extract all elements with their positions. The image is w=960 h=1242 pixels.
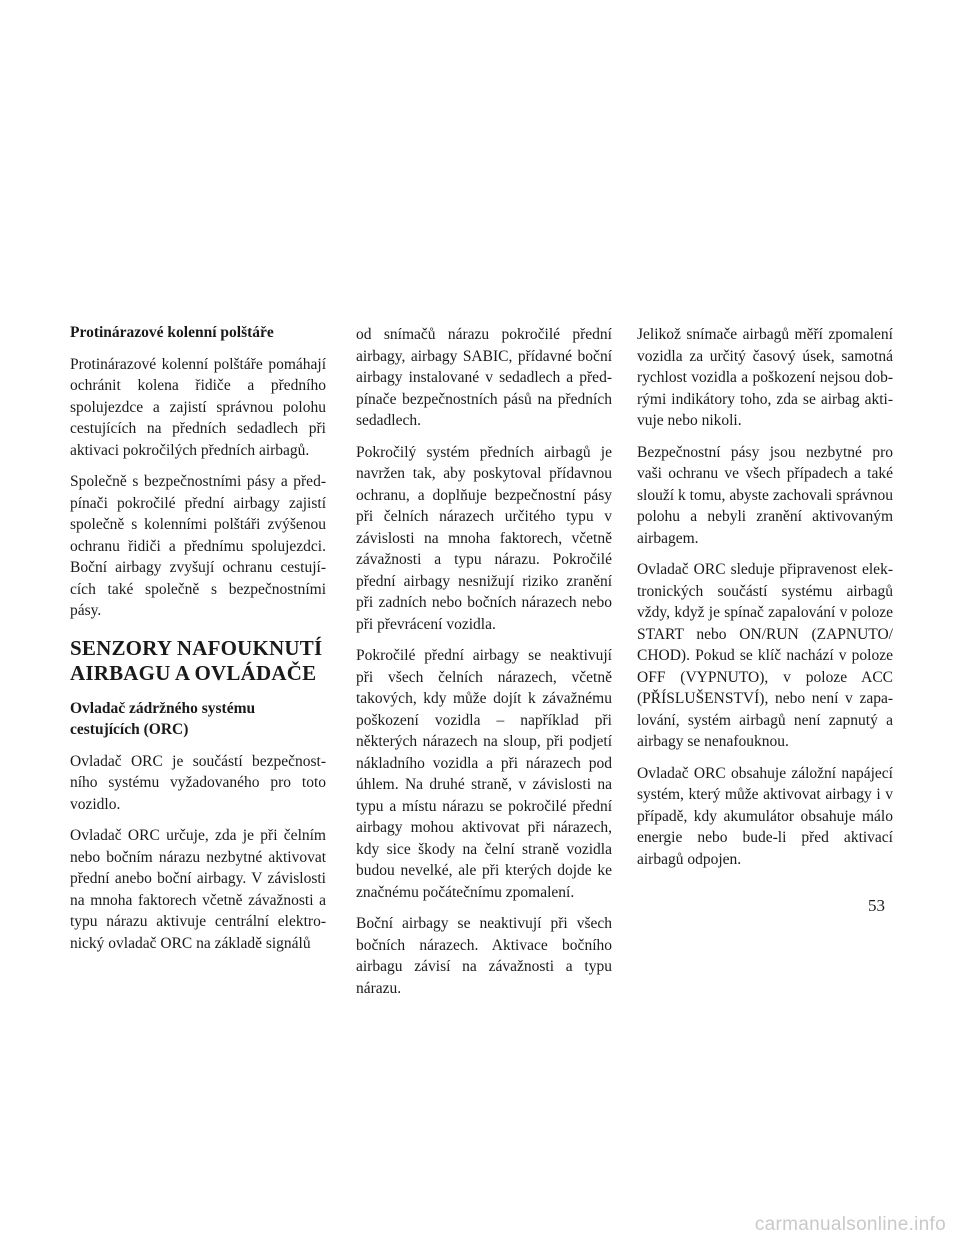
- paragraph: Pokročilý systém předních airbagů je navržen tak, aby poskytoval přídavnou ochranu, a doplňuje bezpečnostní pásy při čelních nárazech určitého typu v závislosti na mnoha faktorech, včetně závažnosti a typu nárazu. Pokročilé přední airbagy nesnižují riziko zranění při zadních nebo bočních nárazech nebo při převrácení vozidla.: [356, 443, 612, 633]
- paragraph: Ovladač ORC určuje, zda je při čelním nebo bočním nárazu nezbytné aktivovat přední anebo boční airbagy. V závislosti na mnoha faktorech včetně závažnosti a typu nárazu aktivuje centrální elektronický ovladač ORC na základě signálů: [70, 827, 326, 952]
- orc-heading-line: Ovladač zádržného systému: [70, 699, 256, 717]
- paragraph: Pokročilé přední airbagy se neaktivují při všech čelních nárazech, včetně takových, kdy může dojít k závažnému poškození vozidla – například při některých nárazech na sloup, při podjetí nákladního vozidla a při nárazech pod úhlem. Na druhé straně, v závislosti na typu a místu nárazu se pokročilé přední airbagy mohou aktivovat při nárazech, kdy sice škody na čelní straně vozidla budou nevelké, ale při kterých dojde ke značnému počátečnímu zpomalení.: [356, 647, 612, 901]
- paragraph: Bezpečnostní pásy jsou nezbytné pro vaši ochranu ve všech případech a také slouží k tomu, abyste zachovali správnou polohu a nebyli zranění aktivovaným airbagem.: [637, 443, 893, 547]
- paragraph: Ovladač ORC sleduje připravenost elektronických součástí systému airbagů vždy, když je spínač zapalování v poloze START nebo ON/RUN (ZAPNUTO/ CHOD). Pokud se klíč nachází v poloze OFF (VYPNUTO), v poloze ACC (PŘÍSLUŠENSTVÍ), nebo není v zapalování, systém airbagů není zapnutý a airbagy se nenafouknou.: [637, 561, 893, 750]
- paragraph: Společně s bezpečnostními pásy a předpínači pokročilé přední airbagy zajistí společně s kolenními polštáři zvýšenou ochranu řidiči a přednímu spolujezdci. Boční airbagy zvyšují ochranu cestujících také společně s bezpečnostními pásy.: [70, 473, 326, 619]
- text-column-left: [70, 322, 326, 964]
- section-title: [70, 636, 326, 686]
- paragraph: Ovladač ORC obsahuje záložní napájecí systém, který může aktivovat airbagy i v případě, kdy akumulátor obsahuje málo energie nebo bude-li před aktivací airbagů odpojen.: [637, 764, 893, 868]
- orc-heading-line: cestujících (ORC): [70, 721, 189, 738]
- page-number: 53: [868, 896, 885, 915]
- watermark: carmanualsonline.info: [754, 1214, 946, 1235]
- paragraph: od snímačů nárazu pokročilé přední airbagy, airbagy SABIC, přídavné boční airbagy instalované v sedadlech a předpínače bezpečnostních pásů na předních sedadlech.: [356, 326, 612, 429]
- section-title-line: AIRBAGU A OVLÁDAČE: [70, 660, 317, 685]
- paragraph: Jelikož snímače airbagů měří zpomalení vozidla za určitý časový úsek, samotná rychlost vozidla a poškození nejsou dobrými indikátory toho, zda se airbag aktivuje nebo nikoli.: [637, 326, 893, 429]
- knee-bolster-heading: Protinárazové kolenní polštáře: [70, 324, 274, 341]
- text-column-middle: [356, 324, 612, 1009]
- paragraph: Boční airbagy se neaktivují při všech bočních nárazech. Aktivace bočního airbagu závisí na závažnosti a typu nárazu.: [356, 915, 612, 997]
- section-title-line: SENZORY NAFOUKNUTÍ: [70, 635, 323, 660]
- paragraph: Ovladač ORC je součástí bezpečnostního systému vyžadovaného pro toto vozidlo.: [70, 752, 326, 813]
- paragraph: Protinárazové kolenní polštáře pomáhají ochránit kolena řidiče a předního spolujezdce a zajistí správnou polohu cestujících na předních sedadlech při aktivaci pokročilých předních airbagů.: [70, 355, 326, 459]
- text-column-right: [637, 324, 893, 880]
- orc-heading: [70, 698, 326, 741]
